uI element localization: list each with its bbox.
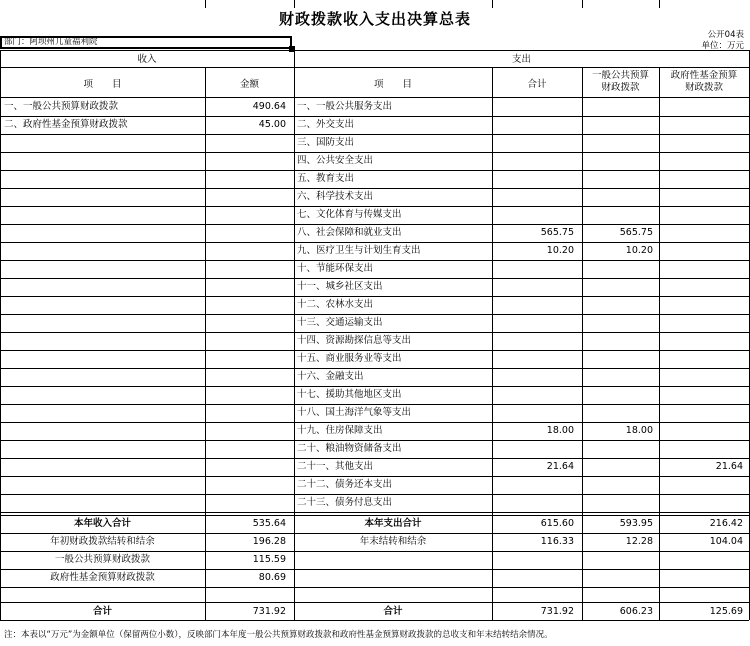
income-amount (205, 206, 286, 223)
summary-income-item: 政府性基金预算财政拨款 (50, 572, 155, 583)
income-amount (205, 350, 286, 367)
summary-general: 593.95 (619, 518, 653, 529)
income-amount (205, 224, 286, 241)
summary-fund: 216.42 (709, 518, 743, 529)
income-amount (205, 494, 286, 511)
expense-fund (659, 134, 743, 151)
income-item (4, 404, 203, 421)
income-amount (205, 188, 286, 205)
section-income: 收入 (137, 54, 157, 65)
grid-line (0, 368, 749, 369)
col-fund-line2: 财政拨款 (684, 82, 723, 93)
expense-total (492, 188, 574, 205)
grand-total-expense-label: 合计 (383, 606, 403, 617)
expense-fund (659, 224, 743, 241)
expense-total (492, 350, 574, 367)
grid-line (492, 67, 493, 620)
expense-fund (659, 386, 743, 403)
summary-total: 116.33 (540, 536, 574, 547)
summary-total (492, 569, 574, 586)
expense-fund (659, 278, 743, 295)
grid-line (0, 260, 749, 261)
expense-item: 十九、住房保障支出 (297, 425, 383, 436)
expense-total (492, 206, 574, 223)
expense-total (492, 386, 574, 403)
grid-line (0, 515, 749, 516)
income-item (4, 368, 203, 385)
income-item (4, 314, 203, 331)
expense-item: 十、节能环保支出 (297, 263, 374, 274)
expense-item: 十八、国土海洋气象等支出 (297, 407, 412, 418)
table-note: 注：本表以“万元”为金额单位（保留两位小数），反映部门本年度一般公共预算财政拨款和政府性基金预算财政拨款的总收支和年末结转结余情况。 (4, 630, 553, 640)
summary-fund (659, 569, 743, 586)
grid-line (0, 224, 749, 225)
grid-line (0, 386, 749, 387)
summary-income-amount: 80.69 (258, 572, 286, 583)
income-item (4, 134, 203, 151)
expense-fund (659, 170, 743, 187)
page-title: 财政拨款收入支出决算总表 (278, 10, 471, 28)
expense-general (582, 170, 653, 187)
expense-item: 十五、商业服务业等支出 (297, 353, 402, 364)
expense-fund (659, 242, 743, 259)
expense-item: 十七、援助其他地区支出 (297, 389, 402, 400)
income-amount (205, 242, 286, 259)
summary-income-item: 年初财政拨款结转和结余 (50, 536, 155, 547)
expense-general (582, 368, 653, 385)
summary-fund (659, 551, 743, 568)
expense-item: 二十一、其他支出 (297, 461, 374, 472)
grid-line (0, 404, 749, 405)
income-amount (205, 332, 286, 349)
expense-general: 18.00 (625, 425, 653, 436)
summary-income-amount: 196.28 (252, 536, 286, 547)
expense-total (492, 440, 574, 457)
grid-line (0, 458, 749, 459)
col-income-item: 项 目 (83, 79, 122, 90)
income-amount (205, 278, 286, 295)
grid-line (0, 242, 749, 243)
income-amount (205, 476, 286, 493)
expense-general (582, 350, 653, 367)
income-amount (205, 134, 286, 151)
expense-fund (659, 116, 743, 133)
expense-total (492, 368, 574, 385)
grid-line (0, 67, 749, 68)
income-item (4, 386, 203, 403)
grid-line (0, 50, 1, 620)
income-item (4, 458, 203, 475)
expense-item: 二十、粮油物资储备支出 (297, 443, 402, 454)
expense-general (582, 440, 653, 457)
summary-general (582, 569, 653, 586)
grid-line (0, 422, 749, 423)
income-item (4, 278, 203, 295)
income-amount (205, 368, 286, 385)
income-item (4, 170, 203, 187)
income-item (4, 188, 203, 205)
expense-fund (659, 152, 743, 169)
expense-general (582, 188, 653, 205)
expense-fund: 21.64 (715, 461, 743, 472)
expense-item: 六、科学技术支出 (297, 191, 374, 202)
expense-general (582, 278, 653, 295)
income-item (4, 440, 203, 457)
summary-total (492, 551, 574, 568)
summary-expense-item (294, 551, 492, 568)
grid-line (294, 50, 295, 620)
expense-total: 10.20 (546, 245, 574, 256)
income-amount (205, 152, 286, 169)
income-amount (205, 422, 286, 439)
grid-line (0, 494, 749, 495)
expense-general (582, 296, 653, 313)
income-item: 一、一般公共预算财政拨款 (4, 101, 119, 112)
income-item (4, 422, 203, 439)
summary-fund: 104.04 (709, 536, 743, 547)
expense-fund (659, 494, 743, 511)
grand-total-label: 合计 (92, 606, 112, 617)
grid-line (0, 440, 749, 441)
expense-total (492, 494, 574, 511)
col-fund-line1: 政府性基金预算 (670, 70, 738, 81)
income-item (4, 224, 203, 241)
section-expense: 支出 (511, 54, 531, 65)
expense-general: 565.75 (619, 227, 653, 238)
summary-general (582, 551, 653, 568)
grid-line (0, 476, 749, 477)
expense-item: 八、社会保障和就业支出 (297, 227, 402, 238)
expense-item: 十六、金融支出 (297, 371, 364, 382)
grid-line (0, 350, 749, 351)
expense-total (492, 332, 574, 349)
expense-general (582, 116, 653, 133)
expense-fund (659, 314, 743, 331)
expense-general (582, 404, 653, 421)
expense-total (492, 152, 574, 169)
expense-fund (659, 350, 743, 367)
expense-total: 18.00 (546, 425, 574, 436)
grid-line (205, 67, 206, 620)
expense-general (582, 494, 653, 511)
income-amount: 45.00 (258, 119, 286, 130)
summary-expense-item: 本年支出合计 (364, 518, 422, 529)
grid-line (0, 188, 749, 189)
col-expense-item: 项 目 (373, 79, 412, 90)
income-item (4, 296, 203, 313)
expense-item: 十四、资源勘探信息等支出 (297, 335, 412, 346)
grand-total-income: 731.92 (252, 606, 286, 617)
expense-general (582, 314, 653, 331)
income-item: 二、政府性基金预算财政拨款 (4, 119, 128, 130)
expense-fund (659, 98, 743, 115)
grand-total-fund: 125.69 (709, 606, 743, 617)
expense-fund (659, 206, 743, 223)
expense-item: 四、公共安全支出 (297, 155, 374, 166)
income-amount: 490.64 (252, 101, 286, 112)
expense-item: 七、文化体育与传媒支出 (297, 209, 402, 220)
grid-line (0, 314, 749, 315)
grand-total-total: 731.92 (540, 606, 574, 617)
expense-item: 十一、城乡社区支出 (297, 281, 383, 292)
grid-line (0, 50, 749, 51)
department-label: 部门：阿坝州儿童福利院 (4, 37, 98, 47)
expense-item: 二十三、债务付息支出 (297, 497, 393, 508)
income-amount (205, 296, 286, 313)
expense-total (492, 404, 574, 421)
grid-line (0, 134, 749, 135)
grid-line (0, 278, 749, 279)
expense-fund (659, 296, 743, 313)
summary-total: 615.60 (540, 518, 574, 529)
expense-item: 二、外交支出 (297, 119, 355, 130)
expense-total (492, 116, 574, 133)
grand-total-general: 606.23 (619, 606, 653, 617)
income-item (4, 332, 203, 349)
expense-total (492, 296, 574, 313)
income-item (4, 494, 203, 511)
expense-total (492, 98, 574, 115)
grid-line (0, 332, 749, 333)
expense-general (582, 458, 653, 475)
expense-total (492, 476, 574, 493)
expense-item: 三、国防支出 (297, 137, 355, 148)
unit-label: 单位：万元 (701, 41, 744, 51)
income-amount (205, 170, 286, 187)
expense-fund (659, 404, 743, 421)
expense-general (582, 386, 653, 403)
income-amount (205, 458, 286, 475)
summary-expense-item: 年末结转和结余 (359, 536, 427, 547)
expense-item: 十三、交通运输支出 (297, 317, 383, 328)
expense-general (582, 260, 653, 277)
expense-general: 10.20 (625, 245, 653, 256)
expense-item: 一、一般公共服务支出 (297, 101, 393, 112)
income-item (4, 260, 203, 277)
expense-total (492, 278, 574, 295)
col-general-line2: 财政拨款 (601, 82, 640, 93)
expense-item: 十二、农林水支出 (297, 299, 374, 310)
income-amount (205, 404, 286, 421)
income-amount (205, 260, 286, 277)
grid-line (0, 602, 749, 603)
expense-fund (659, 476, 743, 493)
expense-general (582, 476, 653, 493)
expense-item: 九、医疗卫生与计划生育支出 (297, 245, 421, 256)
expense-fund (659, 260, 743, 277)
expense-item: 五、教育支出 (297, 173, 355, 184)
col-total: 合计 (527, 79, 547, 90)
expense-fund (659, 332, 743, 349)
grid-line (0, 206, 749, 207)
expense-total (492, 134, 574, 151)
expense-total (492, 314, 574, 331)
summary-income-amount: 535.64 (252, 518, 286, 529)
grid-line (659, 67, 660, 620)
col-general-line1: 一般公共预算 (591, 70, 649, 81)
expense-total (492, 170, 574, 187)
income-amount (205, 386, 286, 403)
grid-line (0, 116, 749, 117)
expense-fund (659, 422, 743, 439)
expense-general (582, 134, 653, 151)
grid-line (0, 620, 749, 621)
expense-fund (659, 188, 743, 205)
income-item (4, 350, 203, 367)
expense-item: 二十二、债务还本支出 (297, 479, 393, 490)
summary-income-item: 一般公共预算财政拨款 (54, 554, 150, 565)
summary-income-amount: 115.59 (252, 554, 286, 565)
summary-income-item: 本年收入合计 (73, 518, 131, 529)
income-item (4, 476, 203, 493)
grid-line (0, 152, 749, 153)
expense-fund (659, 368, 743, 385)
form-code: 公开04表 (707, 30, 744, 40)
expense-total: 21.64 (546, 461, 574, 472)
expense-general (582, 152, 653, 169)
summary-general: 12.28 (625, 536, 653, 547)
grid-line (0, 587, 749, 588)
grid-line (0, 551, 749, 552)
grid-line (0, 170, 749, 171)
summary-expense-item (294, 569, 492, 586)
col-income-amount: 金额 (239, 79, 259, 90)
grid-line (582, 67, 583, 620)
grid-line (0, 296, 749, 297)
grid-line (0, 512, 749, 513)
income-item (4, 242, 203, 259)
income-amount (205, 314, 286, 331)
income-amount (205, 440, 286, 457)
expense-general (582, 332, 653, 349)
expense-fund (659, 440, 743, 457)
expense-total (492, 260, 574, 277)
grid-line (0, 97, 749, 98)
expense-general (582, 98, 653, 115)
income-item (4, 152, 203, 169)
expense-total: 565.75 (540, 227, 574, 238)
expense-general (582, 206, 653, 223)
grid-line (0, 569, 749, 570)
income-item (4, 206, 203, 223)
grid-line (0, 533, 749, 534)
